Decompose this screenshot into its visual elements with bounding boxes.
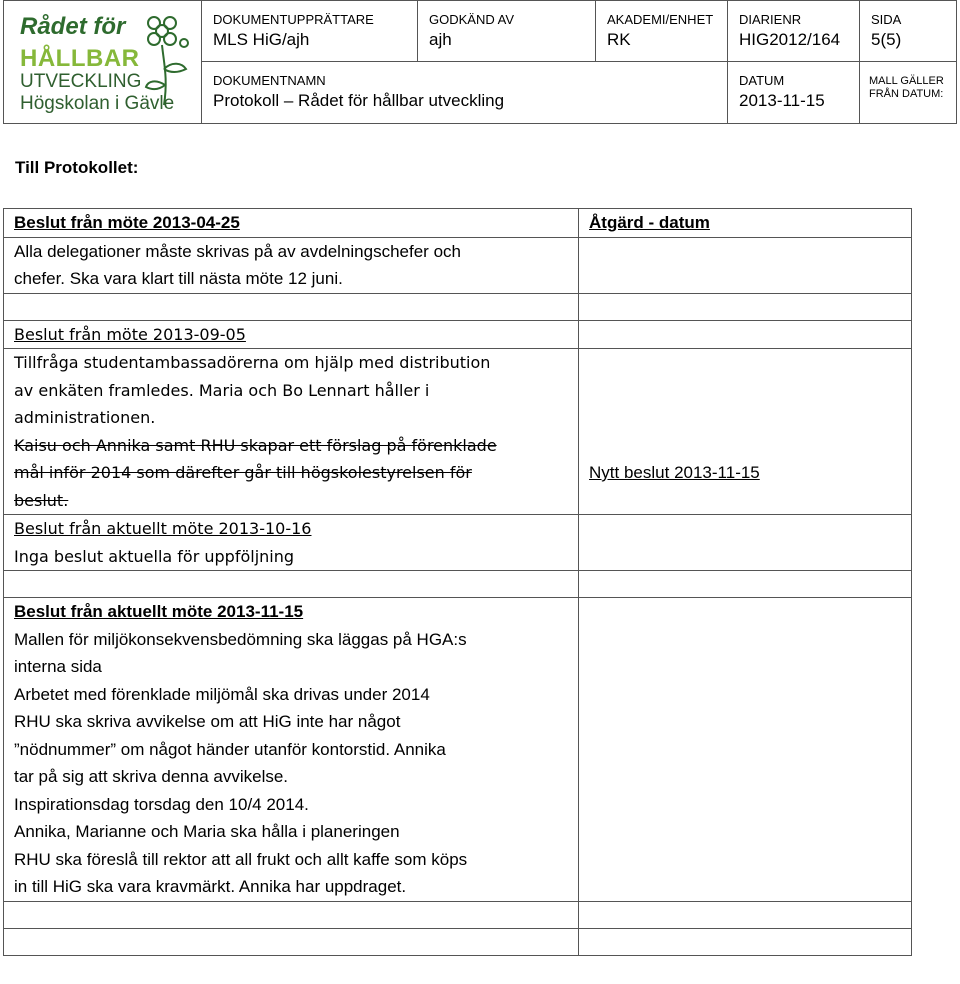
logo-line-2: HÅLLBAR <box>20 45 140 72</box>
text-line: Inga beslut aktuella för uppföljning <box>14 546 295 566</box>
table-cell <box>579 349 912 515</box>
table-cell <box>4 209 579 238</box>
struck-text-line: beslut. <box>14 490 69 510</box>
approved-label: GODKÄND AV <box>429 12 515 27</box>
table-cell <box>579 598 912 902</box>
logo-line-4: Högskolan i Gävle <box>20 93 175 114</box>
text-line: tar på sig att skriva denna avvikelse. <box>14 767 289 786</box>
table-cell <box>579 209 912 238</box>
diary-label: DIARIENR <box>739 12 802 27</box>
text-line: Arbetet med förenklade miljömål ska drivas under 2014 <box>14 684 430 704</box>
text-line: ”nödnummer” om något händer utanför kontorstid. Annika <box>14 739 446 759</box>
text-line: Inspirationsdag torsdag den 10/4 2014. <box>14 794 309 814</box>
table-cell <box>4 571 579 598</box>
diary-value: HIG2012/164 <box>739 30 841 49</box>
diary-cell <box>727 1 859 50</box>
text-line: Alla delegationer måste skrivas på av avdelningschefer och <box>14 241 461 261</box>
table-row <box>4 349 912 515</box>
table-row <box>4 571 912 598</box>
text-line: Annika, Marianne och Maria ska hålla i planeringen <box>14 822 400 841</box>
docname-label: DOKUMENTNAMN <box>213 73 326 88</box>
table-cell <box>4 928 579 955</box>
document-header <box>3 0 957 124</box>
table-row <box>4 928 912 955</box>
text-line: administrationen. <box>14 408 156 427</box>
table-cell <box>579 237 912 293</box>
docname-value: Protokoll – Rådet för hållbar utveckling <box>213 91 505 110</box>
text-line: RHU ska föreslå till rektor att all frukt och allt kaffe som köps <box>14 849 468 869</box>
date-cell <box>727 62 859 111</box>
table-cell <box>579 928 912 955</box>
table-row <box>4 901 912 928</box>
table-cell <box>4 598 579 902</box>
struck-text-line: mål inför 2014 som därefter går till högskolestyrelsen för <box>14 463 472 482</box>
logo-line-3: UTVECKLING <box>20 71 142 92</box>
table-row <box>4 320 912 349</box>
section-heading: Beslut från möte 2013-09-05 <box>14 324 246 344</box>
table-cell <box>579 571 912 598</box>
table-row <box>4 209 912 238</box>
template-date-cell <box>859 62 956 100</box>
section-heading: Beslut från aktuellt möte 2013-10-16 <box>14 519 312 538</box>
table-cell <box>4 901 579 928</box>
template-label-1: MALL GÄLLER <box>869 75 944 87</box>
table-cell <box>579 515 912 571</box>
section-heading: Beslut från möte 2013-04-25 <box>14 213 240 232</box>
action-text: Nytt beslut 2013-11-15 <box>589 463 760 482</box>
approved-cell <box>417 1 595 50</box>
text-line: in till HiG ska vara kravmärkt. Annika har uppdraget. <box>14 877 407 896</box>
table-cell <box>4 320 579 349</box>
table-cell <box>579 293 912 320</box>
table-cell <box>4 349 579 515</box>
table-cell <box>4 293 579 320</box>
author-label: DOKUMENTUPPRÄTTARE <box>213 12 374 27</box>
table-cell <box>4 515 579 571</box>
author-cell <box>201 1 417 50</box>
table-row <box>4 515 912 571</box>
text-line: Tillfråga studentambassadörerna om hjälp med distribution <box>14 353 491 372</box>
table-row <box>4 293 912 320</box>
action-header: Åtgärd - datum <box>589 213 710 232</box>
text-line: Mallen för miljökonsekvensbedömning ska läggas på HGA:s <box>14 629 467 649</box>
logo <box>4 1 202 123</box>
unit-label: AKADEMI/ENHET <box>607 12 714 27</box>
text-line: RHU ska skriva avvikelse om att HiG inte har något <box>14 712 401 731</box>
table-cell <box>579 320 912 349</box>
unit-value: RK <box>607 30 631 49</box>
table-cell <box>4 237 579 293</box>
unit-cell <box>595 1 727 50</box>
approved-value: ajh <box>429 30 452 49</box>
page-title: Till Protokollet: <box>15 158 139 177</box>
text-line: av enkäten framledes. Maria och Bo Lennart håller i <box>14 380 430 400</box>
date-value: 2013-11-15 <box>739 91 825 110</box>
section-heading: Beslut från aktuellt möte 2013-11-15 <box>14 602 304 621</box>
author-value: MLS HiG/ajh <box>213 30 310 49</box>
decisions-table <box>3 208 912 956</box>
table-row <box>4 598 912 902</box>
table-row <box>4 237 912 293</box>
table-cell <box>579 901 912 928</box>
docname-cell <box>201 62 727 111</box>
text-line: chefer. Ska vara klart till nästa möte 12 juni. <box>14 269 343 288</box>
page-cell <box>859 1 956 50</box>
struck-text-line: Kaisu och Annika samt RHU skapar ett förslag på förenklade <box>14 435 497 455</box>
template-label-2: FRÅN DATUM: <box>869 88 944 100</box>
logo-line-1: Rådet för <box>20 13 126 40</box>
text-line: interna sida <box>14 657 102 676</box>
date-label: DATUM <box>739 73 785 88</box>
page-value: 5(5) <box>871 30 902 49</box>
page-label: SIDA <box>871 12 902 27</box>
